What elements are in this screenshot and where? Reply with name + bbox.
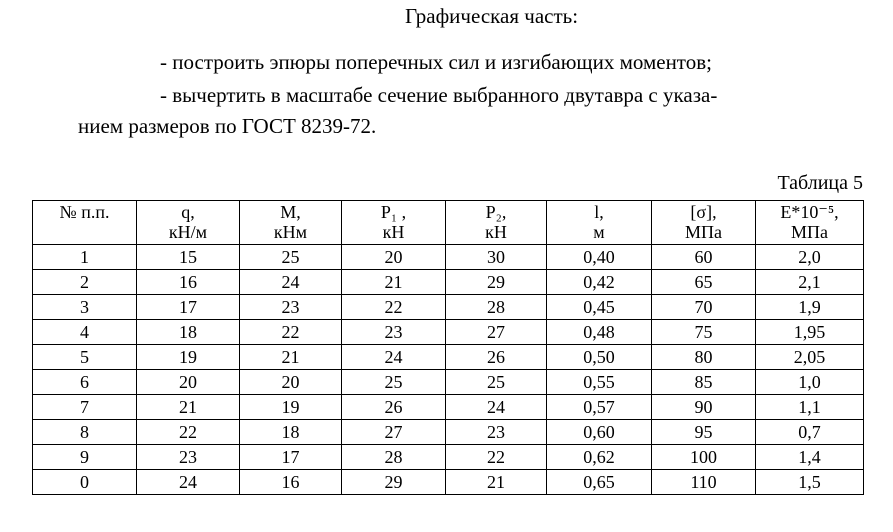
table-row	[33, 270, 864, 295]
table-cell: 27	[342, 420, 446, 445]
table-cell: 23	[137, 445, 240, 470]
column-header-unit: кН	[485, 222, 507, 242]
table-cell: 21	[342, 270, 446, 295]
table-cell: 75	[652, 320, 756, 345]
column-header-unit: кН/м	[168, 222, 208, 242]
table-cell: 5	[33, 345, 137, 370]
table-cell: 110	[652, 470, 756, 495]
table-cell: 7	[33, 395, 137, 420]
table-cell: 24	[137, 470, 240, 495]
column-header-symbol: E*10⁻⁵,	[780, 202, 839, 222]
table-cell: 0,48	[547, 320, 652, 345]
column-header	[33, 201, 137, 245]
table-cell: 1,5	[756, 470, 864, 495]
instruction-line-2: - вычертить в масштабе сечение выбранного двутавра с указа-	[160, 83, 718, 107]
table-cell: 1,1	[756, 395, 864, 420]
table-cell: 2,1	[756, 270, 864, 295]
column-header	[342, 201, 446, 245]
column-header	[756, 201, 864, 245]
table-cell: 22	[240, 320, 342, 345]
table-cell: 0,60	[547, 420, 652, 445]
column-header-symbol: P₂,	[485, 202, 507, 222]
table-cell: 20	[137, 370, 240, 395]
column-header-symbol: М,	[280, 202, 301, 222]
table-cell: 23	[446, 420, 547, 445]
table-cell: 2	[33, 270, 137, 295]
instruction-line-3: нием размеров по ГОСТ 8239-72.	[78, 114, 377, 138]
table-cell: 0	[33, 470, 137, 495]
table-cell: 6	[33, 370, 137, 395]
column-header	[446, 201, 547, 245]
column-header-symbol: [σ],	[690, 202, 717, 222]
table-row	[33, 245, 864, 270]
table-cell: 23	[342, 320, 446, 345]
table-cell: 22	[446, 445, 547, 470]
table-cell: 70	[652, 295, 756, 320]
table-cell: 27	[446, 320, 547, 345]
table-cell: 2,05	[756, 345, 864, 370]
table-cell: 0,40	[547, 245, 652, 270]
table-cell: 19	[240, 395, 342, 420]
table-cell: 29	[446, 270, 547, 295]
table-cell: 17	[137, 295, 240, 320]
table-row	[33, 295, 864, 320]
table-row	[33, 320, 864, 345]
table-cell: 1,95	[756, 320, 864, 345]
table-cell: 1	[33, 245, 137, 270]
table-cell: 25	[446, 370, 547, 395]
table-cell: 16	[240, 470, 342, 495]
table-cell: 24	[446, 395, 547, 420]
table-cell: 1,9	[756, 295, 864, 320]
column-header-unit: МПа	[791, 222, 828, 242]
column-header	[240, 201, 342, 245]
column-header-symbol: № п.п.	[59, 202, 110, 222]
column-header-unit: кНм	[273, 222, 308, 242]
table-cell: 15	[137, 245, 240, 270]
table-cell: 95	[652, 420, 756, 445]
table-cell: 19	[137, 345, 240, 370]
table-cell: 16	[137, 270, 240, 295]
column-header-symbol: P₁ ,	[380, 202, 407, 222]
table-cell: 0,57	[547, 395, 652, 420]
table-cell: 20	[342, 245, 446, 270]
table-cell: 0,50	[547, 345, 652, 370]
table-cell: 25	[240, 245, 342, 270]
table-cell: 17	[240, 445, 342, 470]
table-caption: Таблица 5	[777, 172, 863, 194]
table-cell: 26	[446, 345, 547, 370]
table-cell: 20	[240, 370, 342, 395]
table-cell: 0,62	[547, 445, 652, 470]
table-row	[33, 370, 864, 395]
table-row	[33, 345, 864, 370]
table-cell: 24	[240, 270, 342, 295]
table-cell: 60	[652, 245, 756, 270]
table-cell: 2,0	[756, 245, 864, 270]
table-cell: 65	[652, 270, 756, 295]
table-cell: 21	[240, 345, 342, 370]
table-cell: 8	[33, 420, 137, 445]
table-cell: 3	[33, 295, 137, 320]
column-header	[547, 201, 652, 245]
table-body	[33, 245, 864, 495]
table-cell: 22	[342, 295, 446, 320]
variants-table	[32, 200, 864, 495]
section-title: Графическая часть:	[404, 4, 579, 28]
column-header	[137, 201, 240, 245]
table-cell: 1,0	[756, 370, 864, 395]
table-cell: 0,65	[547, 470, 652, 495]
table-row	[33, 395, 864, 420]
table-cell: 90	[652, 395, 756, 420]
table-cell: 4	[33, 320, 137, 345]
table-cell: 85	[652, 370, 756, 395]
table-cell: 24	[342, 345, 446, 370]
table-header-row	[33, 201, 864, 245]
column-header-unit: м	[593, 222, 605, 242]
table-row	[33, 445, 864, 470]
table-cell: 0,45	[547, 295, 652, 320]
table-cell: 21	[446, 470, 547, 495]
column-header-unit: кН	[382, 222, 405, 242]
table-cell: 18	[240, 420, 342, 445]
table-cell: 21	[137, 395, 240, 420]
table-row	[33, 470, 864, 495]
table-cell: 9	[33, 445, 137, 470]
table-row	[33, 420, 864, 445]
instruction-line-1: - построить эпюры поперечных сил и изгибающих моментов;	[160, 50, 712, 74]
table-cell: 0,7	[756, 420, 864, 445]
table-cell: 30	[446, 245, 547, 270]
table-cell: 28	[446, 295, 547, 320]
table-cell: 1,4	[756, 445, 864, 470]
table-cell: 0,55	[547, 370, 652, 395]
table-cell: 0,42	[547, 270, 652, 295]
table-cell: 23	[240, 295, 342, 320]
column-header	[652, 201, 756, 245]
table-cell: 18	[137, 320, 240, 345]
table-cell: 100	[652, 445, 756, 470]
table-cell: 26	[342, 395, 446, 420]
column-header-unit: МПа	[685, 222, 722, 242]
table-cell: 28	[342, 445, 446, 470]
table-cell: 22	[137, 420, 240, 445]
section-heading	[0, 4, 893, 29]
column-header-symbol: l,	[594, 202, 604, 222]
table-cell: 29	[342, 470, 446, 495]
table-cell: 25	[342, 370, 446, 395]
column-header-symbol: q,	[181, 202, 195, 222]
table-cell: 80	[652, 345, 756, 370]
